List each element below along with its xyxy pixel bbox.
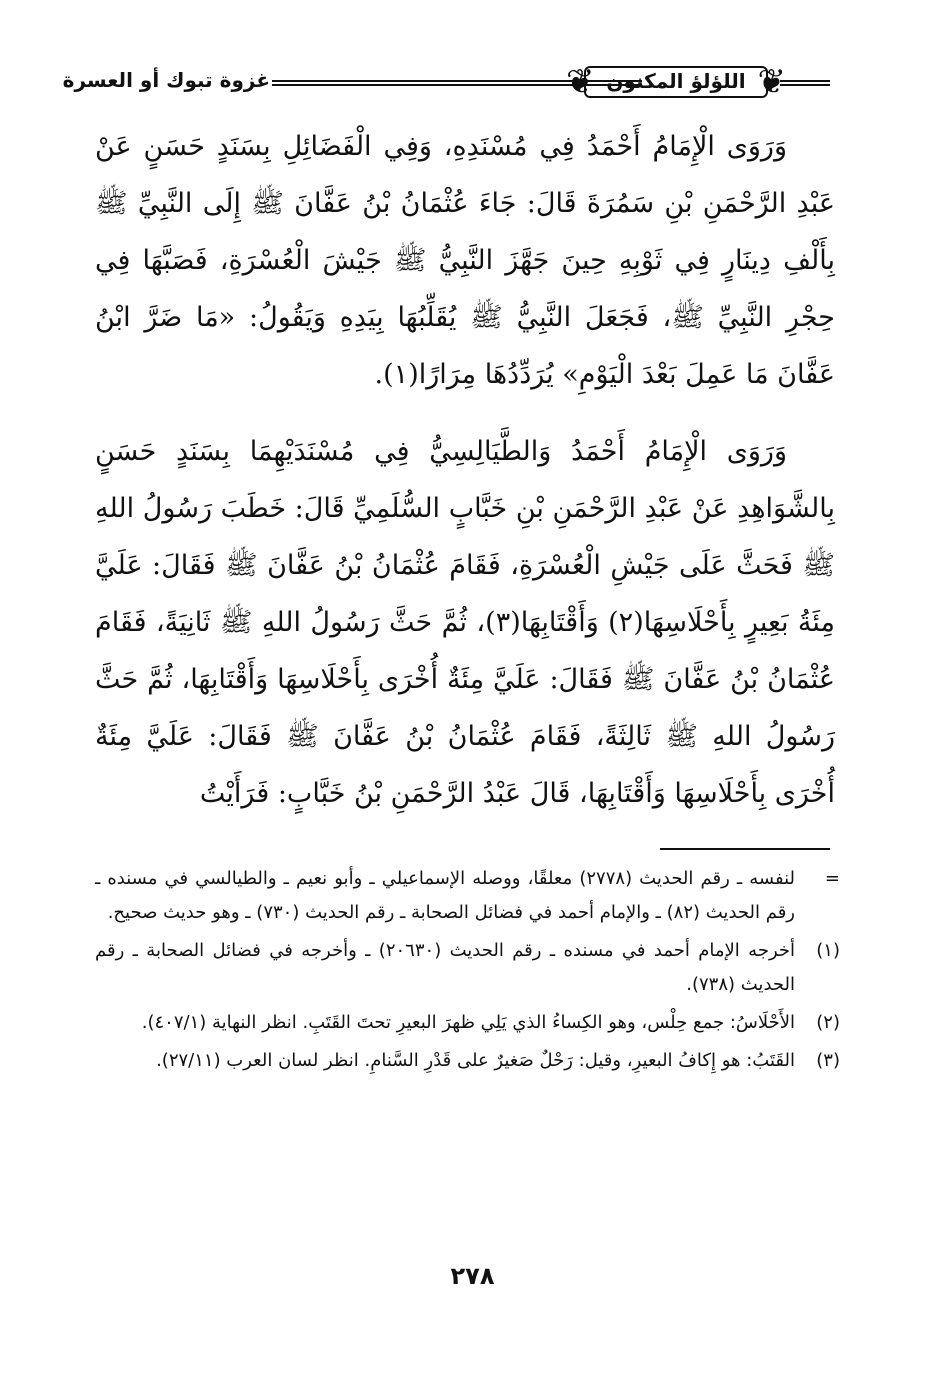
book-title-badge	[566, 60, 786, 104]
footnote-text: الأَحْلَاسُ: جمع حِلْس، وهو الكِساءُ الذي يَلِي ظهرَ البعيرِ تحتَ القَتَبِ. انظر النهاية (٤٠٧/١).	[141, 1012, 795, 1033]
footnote-marker: (٢)	[816, 1012, 840, 1033]
book-title: اللؤلؤ المكنون	[606, 69, 746, 93]
ornament-icon: ❦	[566, 62, 595, 102]
footnote-marker: (١)	[816, 940, 840, 961]
footnote-2	[95, 1006, 840, 1040]
footnote-text: القَتَبُ: هو إِكافُ البعيرِ، وقيل: رَحْلٌ صَغيرٌ على قَدْرِ السَّنامِ. انظر لسان العرب (٢٧/١١).	[156, 1050, 795, 1071]
footnote-marker: =	[824, 868, 840, 889]
page-number: ٢٧٨	[450, 1262, 495, 1290]
footnote-text: لنفسه ـ رقم الحديث (٢٧٧٨) معلقًا، ووصله الإسماعيلي ـ وأبو نعيم ـ والطيالسي في مسنده ـ رقم الحديث (٨٢) ـ والإمام أحمد في فضائل الصحابة ـ رقم الحديث (٧٣٠) ـ وهو حديث صحيح.	[95, 868, 795, 923]
chapter-running-title: غزوة تبوك أو العسرة	[62, 68, 270, 92]
footnote-marker: (٣)	[816, 1050, 840, 1071]
footnote-3	[95, 1044, 840, 1078]
header-rule-right	[780, 80, 830, 86]
paragraph-2: وَرَوَى الْإِمَامُ أَحْمَدُ وَالطَّيَالِسِيُّ فِي مُسْنَدَيْهِمَا بِسَنَدٍ حَسَنٍ بِالشَّوَاهِدِ عَنْ عَبْدِ الرَّحْمَنِ بْنِ خَبَّابٍ السُّلَمِيِّ قَالَ: خَطَبَ رَسُولُ اللهِ ﷺ فَحَثَّ عَلَى جَيْشِ الْعُسْرَةِ، فَقَامَ عُثْمَانُ بْنُ عَفَّانَ ﷺ فَقَالَ: عَلَيَّ مِئَةُ بَعِيرٍ بِأَحْلَاسِهَا(٢) وَأَقْتَابِهَا(٣)، ثُمَّ حَثَّ رَسُولُ اللهِ ﷺ ثَانِيَةً، فَقَامَ عُثْمَانُ بْنُ عَفَّانَ ﷺ فَقَالَ: عَلَيَّ مِئَةٌ أُخْرَى بِأَحْلَاسِهَا وَأَقْتَابِهَا، ثُمَّ حَثَّ رَسُولُ اللهِ ﷺ ثَالِثَةً، فَقَامَ عُثْمَانُ بْنُ عَفَّانَ ﷺ فَقَالَ: عَلَيَّ مِئَةٌ أُخْرَى بِأَحْلَاسِهَا وَأَقْتَابِهَا، قَالَ عَبْدُ الرَّحْمَنِ بْنُ خَبَّابٍ: فَرَأَيْتُ	[95, 436, 835, 809]
paragraph-1: وَرَوَى الْإِمَامُ أَحْمَدُ فِي مُسْنَدِهِ، وَفِي الْفَضَائِلِ بِسَنَدٍ حَسَنٍ عَنْ عَبْدِ الرَّحْمَنِ بْنِ سَمُرَةَ قَالَ: جَاءَ عُثْمَانُ بْنُ عَفَّانَ ﷺ إِلَى النَّبِيِّ ﷺ بِأَلْفِ دِينَارٍ فِي ثَوْبِهِ حِينَ جَهَّزَ النَّبِيُّ ﷺ جَيْشَ الْعُسْرَةِ، فَصَبَّهَا فِي حِجْرِ النَّبِيِّ ﷺ، فَجَعَلَ النَّبِيُّ ﷺ يُقَلِّبُهَا بِيَدِهِ وَيَقُولُ: «مَا ضَرَّ ابْنُ عَفَّانَ مَا عَمِلَ بَعْدَ الْيَوْمِ» يُرَدِّدُهَا مِرَارًا(١).	[95, 131, 835, 390]
footnote-text: أخرجه الإمام أحمد في مسنده ـ رقم الحديث (٢٠٦٣٠) ـ وأخرجه في فضائل الصحابة ـ رقم الحديث (٧٣٨).	[95, 940, 796, 995]
ornament-icon: ❦	[757, 62, 786, 102]
main-text	[95, 118, 835, 842]
footnote-continued	[95, 862, 840, 930]
footnote-1	[95, 934, 840, 1002]
footnotes	[95, 862, 840, 1082]
page-header	[62, 60, 830, 104]
footnote-separator	[660, 848, 830, 850]
